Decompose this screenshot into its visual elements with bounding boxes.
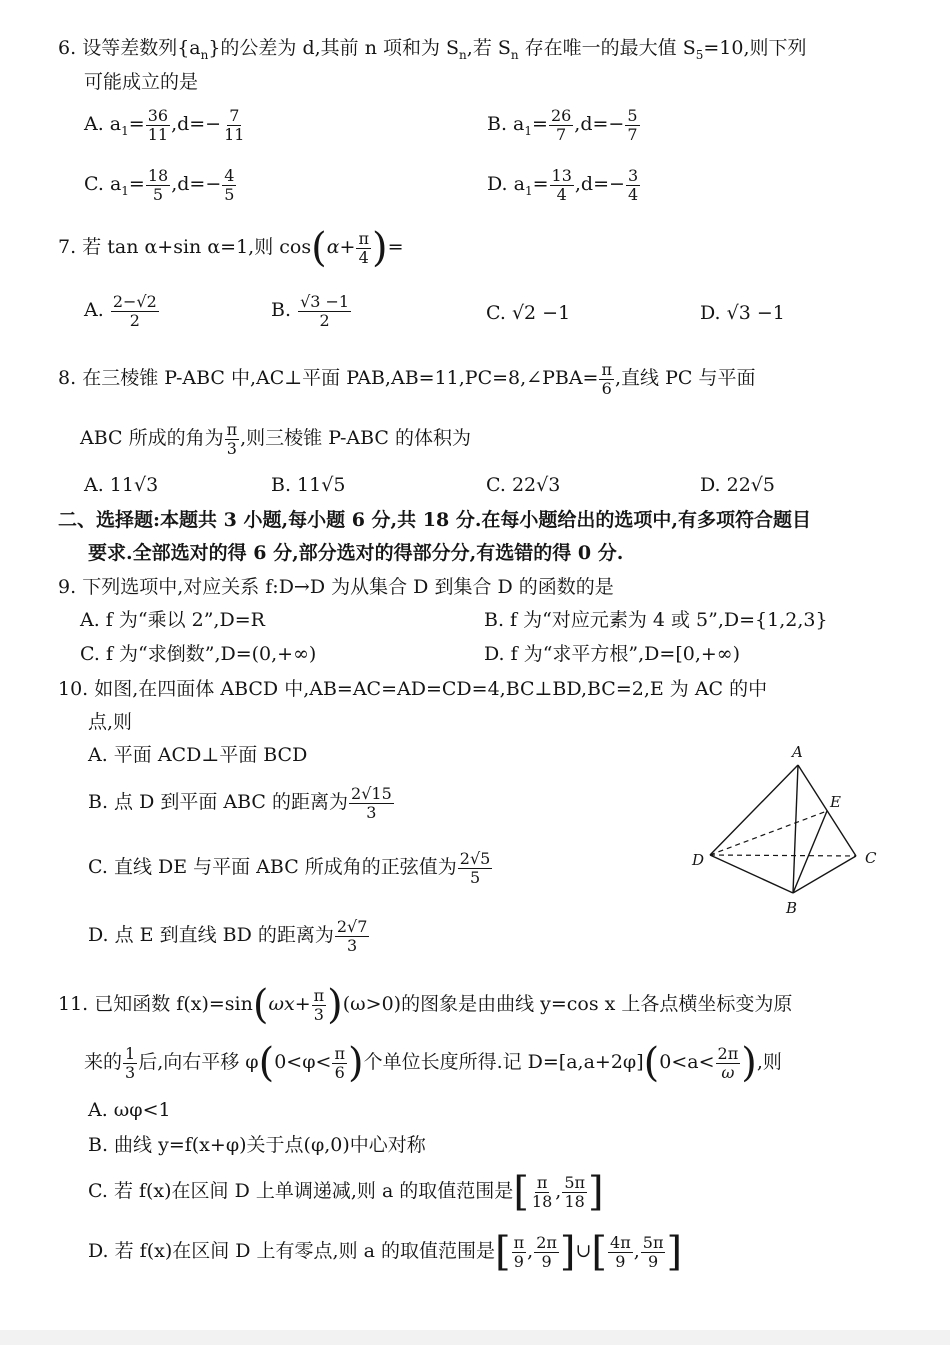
q11-one-third xyxy=(123,1045,137,1081)
q7-a-num: 2−√2 xyxy=(112,292,157,311)
q11-line2b: 后,向右平移 φ xyxy=(138,1051,259,1073)
fig-label-D: D xyxy=(692,851,705,869)
q11-lparen1: ( xyxy=(252,982,269,1028)
q7-rparen: ) xyxy=(371,225,388,271)
q10-d-text: D. 点 E 到直线 BD 的距离为 xyxy=(88,924,334,947)
q11-three: 3 xyxy=(313,1004,324,1024)
edge-DB xyxy=(710,855,793,893)
q6-d-label: D. a xyxy=(487,173,525,196)
q11-line2c: 个单位长度所得.记 D=[a,a+2φ] xyxy=(363,1051,644,1073)
fig-label-C: C xyxy=(865,849,877,867)
q11-d-n4: 5π xyxy=(642,1232,664,1252)
q6-option-b[interactable] xyxy=(487,107,641,143)
q7-alpha-plus: α+ xyxy=(326,236,356,258)
q6-d-sub: 1 xyxy=(524,183,533,198)
q10-c-text: C. 直线 DE 与平面 ABC 所成角的正弦值为 xyxy=(88,856,457,879)
q8-option-d[interactable]: D. 22√5 xyxy=(700,474,776,496)
q10-d-den: 3 xyxy=(347,935,358,955)
q10-b-num: 2√15 xyxy=(351,784,392,803)
q6-stem-c: ,若 S xyxy=(466,37,511,59)
q6-a-deq: ,d=− xyxy=(171,113,222,136)
section2-line1: 二、选择题:本题共 3 小题,每小题 6 分,共 18 分.在每小题给出的选项中,有多项符合题目 xyxy=(58,509,812,531)
q11-c-rbracket: ] xyxy=(588,1169,604,1215)
q6-c-label: C. a xyxy=(84,173,122,196)
q6-b-den1: 7 xyxy=(556,124,567,144)
q11-d-lbracket2: [ xyxy=(591,1229,608,1275)
q11-d-comma1: , xyxy=(527,1240,534,1262)
q11-one: 1 xyxy=(125,1043,136,1063)
q11-rparen2: ) xyxy=(347,1040,364,1086)
q6-sub-5: 5 xyxy=(695,47,704,62)
q6-c-frac2 xyxy=(222,167,236,203)
q6-sub-n3: n xyxy=(510,47,519,62)
q8-option-a[interactable]: A. 11√3 xyxy=(84,474,159,496)
q10-number: 10. xyxy=(58,678,89,700)
q11-rparen3: ) xyxy=(741,1040,757,1086)
q7-option-d[interactable]: D. √3 −1 xyxy=(700,302,785,324)
q8-stem-d: ,则三棱锥 P-ABC 的体积为 xyxy=(240,427,471,450)
q11-2pi: 2π xyxy=(717,1043,739,1063)
q11-d-frac2 xyxy=(534,1234,559,1270)
q8-stem-line2 xyxy=(80,421,471,457)
edge-BC xyxy=(793,856,856,893)
q11-d-text: D. 若 f(x)在区间 D 上有零点,则 a 的取值范围是 xyxy=(88,1240,496,1262)
q6-a-eq: = xyxy=(128,113,145,136)
q11-2pi-over-omega xyxy=(716,1045,741,1081)
q11-d-frac1 xyxy=(512,1234,527,1270)
q10-c-den: 5 xyxy=(469,867,481,887)
q11-stem-line2 xyxy=(84,1040,782,1086)
q6-stem-a: 设等差数列{a xyxy=(82,37,201,59)
q11-d-union: ∪ xyxy=(575,1240,592,1262)
q11-c-comma: , xyxy=(555,1180,562,1202)
q11-c-text: C. 若 f(x)在区间 D 上单调递减,则 a 的取值范围是 xyxy=(88,1180,514,1202)
q11-option-d[interactable] xyxy=(88,1229,683,1275)
q11-d-frac3 xyxy=(608,1234,633,1270)
q11-rparen1: ) xyxy=(327,982,343,1028)
q8-pi2: π xyxy=(226,420,238,439)
q6-d-num2: 3 xyxy=(627,166,639,185)
q6-d-frac1 xyxy=(550,167,574,203)
q9-option-c[interactable]: C. f 为“求倒数”,D=(0,+∞) xyxy=(80,643,317,665)
q11-d-d3: 9 xyxy=(615,1251,626,1271)
q6-a-label: A. a xyxy=(84,113,122,136)
q6-option-a[interactable] xyxy=(84,107,247,143)
q10-d-frac xyxy=(335,918,370,954)
q11-line2d: ,则 xyxy=(756,1051,782,1073)
q7-eq: = xyxy=(387,236,404,258)
edge-DE-dashed xyxy=(710,811,827,855)
q11-c-d1: 18 xyxy=(531,1191,553,1211)
q11-option-c[interactable] xyxy=(88,1169,604,1215)
q7-a-label: A. xyxy=(84,299,104,322)
q11-stem-line1 xyxy=(58,982,793,1028)
q11-d-comma2: , xyxy=(633,1240,640,1262)
q7-b-frac xyxy=(298,293,351,329)
q8-option-b[interactable]: B. 11√5 xyxy=(271,474,346,496)
q7-b-num: √3 −1 xyxy=(300,292,350,311)
q6-d-frac2 xyxy=(626,167,640,203)
q10-stem-a: 如图,在四面体 ABCD 中,AB=AC=AD=CD=4,BC⊥BD,BC=2,E 为 AC 的中 xyxy=(94,678,768,700)
q6-b-eq: = xyxy=(532,113,548,136)
q10-stem-line2: 点,则 xyxy=(88,711,133,733)
q11-c-frac1 xyxy=(530,1174,554,1210)
q11-option-a[interactable]: A. ωφ<1 xyxy=(88,1099,171,1121)
q11-pi2: π xyxy=(334,1043,345,1063)
q8-stem-line1 xyxy=(58,361,755,397)
q6-a-den1: 11 xyxy=(147,124,169,144)
q6-b-den2: 7 xyxy=(627,124,638,144)
q11-pi-over-6 xyxy=(332,1045,347,1081)
q6-b-frac1 xyxy=(549,107,573,143)
edge-EB xyxy=(793,811,827,893)
q10-option-b[interactable] xyxy=(88,785,395,821)
section2-line2: 要求.全部选对的得 6 分,部分选对的得部分分,有选错的得 0 分. xyxy=(88,542,624,564)
q9-option-b[interactable]: B. f 为“对应元素为 4 或 5”,D={1,2,3} xyxy=(484,609,828,631)
fig-label-B: B xyxy=(786,899,798,917)
q10-c-frac xyxy=(458,850,493,886)
q6-stem-e: =10,则下列 xyxy=(703,37,807,59)
q11-c-d2: 18 xyxy=(564,1191,585,1211)
q6-a-frac1 xyxy=(146,107,170,143)
q7-number: 7. xyxy=(58,236,77,258)
q10-option-d[interactable] xyxy=(88,918,370,954)
q10-stem-line1 xyxy=(58,679,767,701)
q11-c-frac2 xyxy=(562,1174,587,1210)
fig-label-E: E xyxy=(830,793,841,811)
q11-d-n2: 2π xyxy=(536,1232,557,1252)
q11-d-n3: 4π xyxy=(610,1232,631,1252)
q8-pi-over-3 xyxy=(225,421,240,457)
q10-b-den: 3 xyxy=(366,802,377,822)
q6-a-sub: 1 xyxy=(121,123,129,138)
q11-lparen2: ( xyxy=(258,1040,275,1086)
q7-b-label: B. xyxy=(271,299,292,322)
q10-b-frac xyxy=(349,785,394,821)
q6-a-den2: 11 xyxy=(224,124,245,144)
q11-d-d4: 9 xyxy=(648,1251,659,1271)
q6-stem-line2: 可能成立的是 xyxy=(84,71,199,93)
q6-c-den2: 5 xyxy=(224,184,235,204)
q9-stem xyxy=(58,577,614,599)
q6-d-num1: 13 xyxy=(551,166,572,185)
q11-d-d2: 9 xyxy=(541,1251,552,1271)
q6-sub-n2: n xyxy=(459,47,467,62)
q11-phi-range: 0<φ< xyxy=(274,1051,332,1073)
q7-option-a[interactable] xyxy=(84,293,160,329)
q7-stem xyxy=(58,225,404,271)
page-bottom-shade xyxy=(0,1330,950,1345)
q11-three2: 3 xyxy=(125,1062,136,1082)
q8-stem-b: ,直线 PC 与平面 xyxy=(615,367,756,390)
q6-stem-b: }的公差为 d,其前 n 项和为 S xyxy=(208,37,460,59)
q11-line2a: 来的 xyxy=(84,1051,123,1073)
q6-b-sub: 1 xyxy=(524,123,533,138)
q11-line1b: (ω>0)的图象是由曲线 y=cos x 上各点横坐标变为原 xyxy=(342,993,793,1015)
q6-d-den1: 4 xyxy=(556,184,567,204)
q7-a-frac xyxy=(111,293,159,329)
q11-line1a: 已知函数 f(x)=sin xyxy=(94,993,253,1015)
q7-pi: π xyxy=(358,228,369,248)
q6-stem-d: 存在唯一的最大值 S xyxy=(518,37,696,59)
q6-sub-n: n xyxy=(200,47,209,62)
q11-d-rbracket2: ] xyxy=(666,1229,683,1275)
q10-option-c[interactable] xyxy=(88,850,493,886)
q11-c-n1: π xyxy=(536,1172,548,1192)
q11-a-range: 0<a< xyxy=(659,1051,715,1073)
q11-pi: π xyxy=(313,985,325,1005)
q8-six: 6 xyxy=(601,378,612,398)
edge-DC-dashed xyxy=(710,855,856,856)
q7-b-den: 2 xyxy=(319,310,330,330)
q7-pi-over-4 xyxy=(356,230,371,266)
q11-c-lbracket: [ xyxy=(513,1169,529,1215)
q6-c-sub: 1 xyxy=(121,183,129,198)
edge-AD xyxy=(710,765,798,855)
q8-stem-a: 在三棱锥 P-ABC 中,AC⊥平面 PAB,AB=11,PC=8,∠PBA= xyxy=(82,367,599,390)
q10-b-text: B. 点 D 到平面 ABC 的距离为 xyxy=(88,791,349,814)
q11-d-lbracket1: [ xyxy=(495,1229,511,1275)
q6-b-label: B. a xyxy=(487,113,525,136)
q6-a-frac2 xyxy=(222,107,246,143)
q6-c-den1: 5 xyxy=(152,184,164,204)
q9-stem-text: 下列选项中,对应关系 f:D→D 为从集合 D 到集合 D 的函数的是 xyxy=(82,576,614,598)
q11-pi-over-3 xyxy=(312,987,327,1023)
q6-c-num2: 4 xyxy=(224,166,235,185)
q7-option-b[interactable] xyxy=(271,293,352,329)
q9-option-d[interactable]: D. f 为“求平方根”,D=[0,+∞) xyxy=(484,643,741,665)
edge-AB xyxy=(793,765,798,893)
q7-lparen: ( xyxy=(311,225,327,271)
q6-d-deq: ,d=− xyxy=(574,173,625,196)
q9-number: 9. xyxy=(58,576,77,598)
q6-number: 6. xyxy=(58,37,77,59)
q6-c-frac1 xyxy=(146,167,170,203)
q6-stem-line1 xyxy=(58,38,807,63)
q11-d-d1: 9 xyxy=(513,1251,524,1271)
q7-four: 4 xyxy=(358,247,369,267)
q6-option-d[interactable] xyxy=(487,167,641,203)
q8-pi-over-6 xyxy=(599,361,614,397)
q6-d-eq: = xyxy=(532,173,549,196)
q6-b-num1: 26 xyxy=(550,106,572,125)
q6-b-frac2 xyxy=(625,107,639,143)
q7-stem-text: 若 tan α+sin α=1,则 cos xyxy=(82,236,312,258)
q10-option-a[interactable]: A. 平面 ACD⊥平面 BCD xyxy=(88,744,308,766)
q10-c-num: 2√5 xyxy=(459,849,491,868)
q8-option-c[interactable]: C. 22√3 xyxy=(486,474,561,496)
q10-tetrahedron-figure xyxy=(680,735,890,925)
q10-d-num: 2√7 xyxy=(336,917,368,936)
q11-d-n1: π xyxy=(513,1232,525,1252)
q11-six: 6 xyxy=(334,1062,345,1082)
q6-a-num2: 7 xyxy=(229,106,240,125)
q6-c-num1: 18 xyxy=(147,166,169,185)
fig-label-A: A xyxy=(792,743,803,761)
q6-a-num1: 36 xyxy=(147,106,169,125)
q6-c-deq: ,d=− xyxy=(171,173,222,196)
edge-AC xyxy=(798,765,856,856)
q11-d-frac4 xyxy=(641,1234,666,1270)
q7-a-den: 2 xyxy=(129,310,140,330)
q11-d-rbracket1: ] xyxy=(559,1229,576,1275)
q11-omega-x: ωx+ xyxy=(268,993,311,1015)
q6-c-eq: = xyxy=(128,173,145,196)
q11-c-n2: 5π xyxy=(564,1172,586,1192)
q8-stem-c: ABC 所成的角为 xyxy=(80,427,224,450)
q6-d-den2: 4 xyxy=(627,184,639,204)
q11-option-b[interactable]: B. 曲线 y=f(x+φ)关于点(φ,0)中心对称 xyxy=(88,1134,426,1156)
q11-lparen3: ( xyxy=(643,1040,660,1086)
q6-option-c[interactable] xyxy=(84,167,237,203)
q6-b-deq: ,d=− xyxy=(574,113,625,136)
q7-option-c[interactable]: C. √2 −1 xyxy=(486,302,571,324)
q6-b-num2: 5 xyxy=(627,106,638,125)
q8-pi: π xyxy=(601,360,612,379)
q11-number: 11. xyxy=(58,993,89,1015)
q9-option-a[interactable]: A. f 为“乘以 2”,D=R xyxy=(80,609,265,631)
q8-number: 8. xyxy=(58,367,77,390)
q8-three: 3 xyxy=(226,438,237,458)
q11-omega: ω xyxy=(721,1062,735,1082)
